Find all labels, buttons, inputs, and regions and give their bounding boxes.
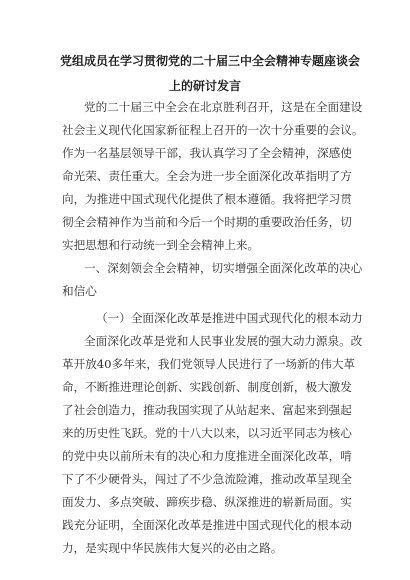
body-line: 力，是实现中华民族伟大复兴的必由之路。 [62,541,283,555]
body-line: 党的二十届三中全会在北京胜利召开，这是在全面建设 [84,100,363,114]
document-title-line-1: 党组成员在学习贯彻党的二十届三中全会精神专题座谈会 [60,54,361,68]
body-line: 向，为推进中国式现代化提供了根本遵循。我将把学习贯 [62,192,352,206]
body-line: 全面深化改革是党和人民事业发展的强大动力源泉。改 [84,334,363,348]
subsection-heading: （一）全面深化改革是推进中国式现代化的根本动力 [96,311,363,325]
body-line: 下了不少硬骨头，闯过了不少急流险滩，推动改革呈现全 [62,472,352,486]
body-line: 践充分证明，全面深化改革是推进中国式现代化的根本动 [62,518,352,532]
body-line: 彻全会精神作为当前和今后一个时期的重要政治任务，切 [62,215,352,229]
section-heading-line: 一、深刻领会全会精神，切实增强全面深化改革的决心 [84,261,363,275]
body-line: 命光荣、责任重大。全会为进一步全面深化改革指明了方 [62,169,352,183]
document-title-line-2: 上的研讨发言 [168,79,241,93]
body-line: 革开放40多年来，我们党领导人民进行了一场新的伟大革 [62,357,356,371]
body-line: 了社会创造力，推动我国实现了从站起来、富起来到强起 [62,403,352,417]
body-line: 社会主义现代化国家新征程上召开的一次十分重要的会议。 [62,123,364,137]
section-heading-line: 和信心 [62,284,97,298]
body-line: 来的历史性飞跃。党的十八大以来，以习近平同志为核心 [62,426,352,440]
body-line: 的党中央以前所未有的决心和力度推进全面深化改革，啃 [62,449,352,463]
body-line: 面发力、多点突破、蹄疾步稳、纵深推进的崭新局面。实 [62,495,352,509]
body-line: 命，不断推进理论创新、实践创新、制度创新，极大激发 [62,380,352,394]
body-line: 实把思想和行动统一到全会精神上来。 [62,238,260,252]
body-line: 作为一名基层领导干部，我认真学习了全会精神，深感使 [62,146,352,160]
